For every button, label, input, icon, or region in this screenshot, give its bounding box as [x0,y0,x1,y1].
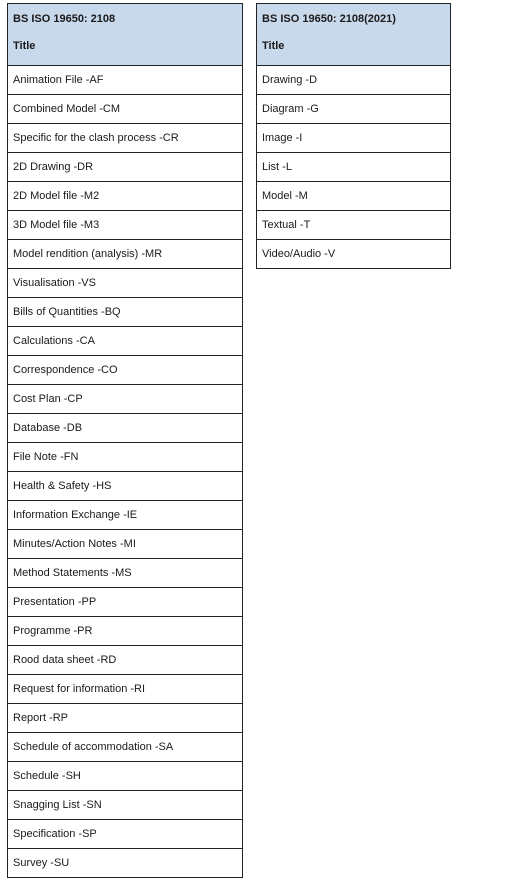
right-table-header-row [257,4,451,66]
left-table-row [8,588,243,617]
right-code-table [256,3,451,269]
right-table-cell: Diagram -G [257,95,451,124]
left-table-cell: Snagging List -SN [8,791,243,820]
left-table-row [8,182,243,211]
left-table-cell: Survey -SU [8,849,243,878]
left-table-cell: Visualisation -VS [8,269,243,298]
left-table-row [8,646,243,675]
left-table-row [8,762,243,791]
right-table-cell: Textual -T [257,211,451,240]
left-table-cell: Health & Safety -HS [8,472,243,501]
left-table-cell: 2D Model file -M2 [8,182,243,211]
left-code-table [7,3,243,878]
left-table-row [8,820,243,849]
left-table-row [8,240,243,269]
right-table-row [257,95,451,124]
left-table-cell: Information Exchange -IE [8,501,243,530]
left-table-cell: Combined Model -CM [8,95,243,124]
left-table-cell: Request for information -RI [8,675,243,704]
left-table-cell: Schedule of accommodation -SA [8,733,243,762]
left-table-cell: Bills of Quantities -BQ [8,298,243,327]
left-table-body [8,66,243,878]
left-table-cell: Report -RP [8,704,243,733]
left-table-row [8,124,243,153]
left-table-row [8,849,243,878]
left-table-row [8,327,243,356]
left-table-heading: BS ISO 19650: 2108 [13,13,116,25]
left-table-subheading: Title [13,40,36,52]
right-table-cell: Drawing -D [257,66,451,95]
right-table-cell: Video/Audio -V [257,240,451,269]
right-table-row [257,182,451,211]
left-table-header-row [8,4,243,66]
left-table-row [8,530,243,559]
left-table-row [8,66,243,95]
left-table-cell: Rood data sheet -RD [8,646,243,675]
left-table-cell: Calculations -CA [8,327,243,356]
left-table-cell: Database -DB [8,414,243,443]
left-table-row [8,414,243,443]
left-table-row [8,559,243,588]
left-table-cell: Specification -SP [8,820,243,849]
left-table-cell: Presentation -PP [8,588,243,617]
left-table-cell: Specific for the clash process -CR [8,124,243,153]
left-table-cell: Animation File -AF [8,66,243,95]
left-table-row [8,617,243,646]
left-table-cell: Cost Plan -CP [8,385,243,414]
right-table-header [257,4,451,66]
right-table-row [257,124,451,153]
left-table-row [8,385,243,414]
right-table-heading: BS ISO 19650: 2108(2021) [262,13,396,25]
left-table-cell: 3D Model file -M3 [8,211,243,240]
left-table-row [8,95,243,124]
right-table-cell: Image -I [257,124,451,153]
left-table-row [8,153,243,182]
right-table-row [257,211,451,240]
left-table-row [8,472,243,501]
left-table-cell: File Note -FN [8,443,243,472]
right-table-cell: List -L [257,153,451,182]
left-table-cell: Minutes/Action Notes -MI [8,530,243,559]
left-table-row [8,298,243,327]
right-table-cell: Model -M [257,182,451,211]
right-table-subheading: Title [262,40,285,52]
left-table-row [8,675,243,704]
left-table-cell: Schedule -SH [8,762,243,791]
left-table-row [8,733,243,762]
left-table-row [8,704,243,733]
left-table-header [8,4,243,66]
left-table-row [8,443,243,472]
right-table-row [257,66,451,95]
right-table-row [257,153,451,182]
left-table-cell: 2D Drawing -DR [8,153,243,182]
left-table-row [8,269,243,298]
left-table-cell: Correspondence -CO [8,356,243,385]
right-table-body [257,66,451,269]
left-table-row [8,211,243,240]
left-table-row [8,356,243,385]
left-table-row [8,501,243,530]
right-table-row [257,240,451,269]
left-table-row [8,791,243,820]
left-table-cell: Method Statements -MS [8,559,243,588]
left-table-cell: Programme -PR [8,617,243,646]
left-table-cell: Model rendition (analysis) -MR [8,240,243,269]
